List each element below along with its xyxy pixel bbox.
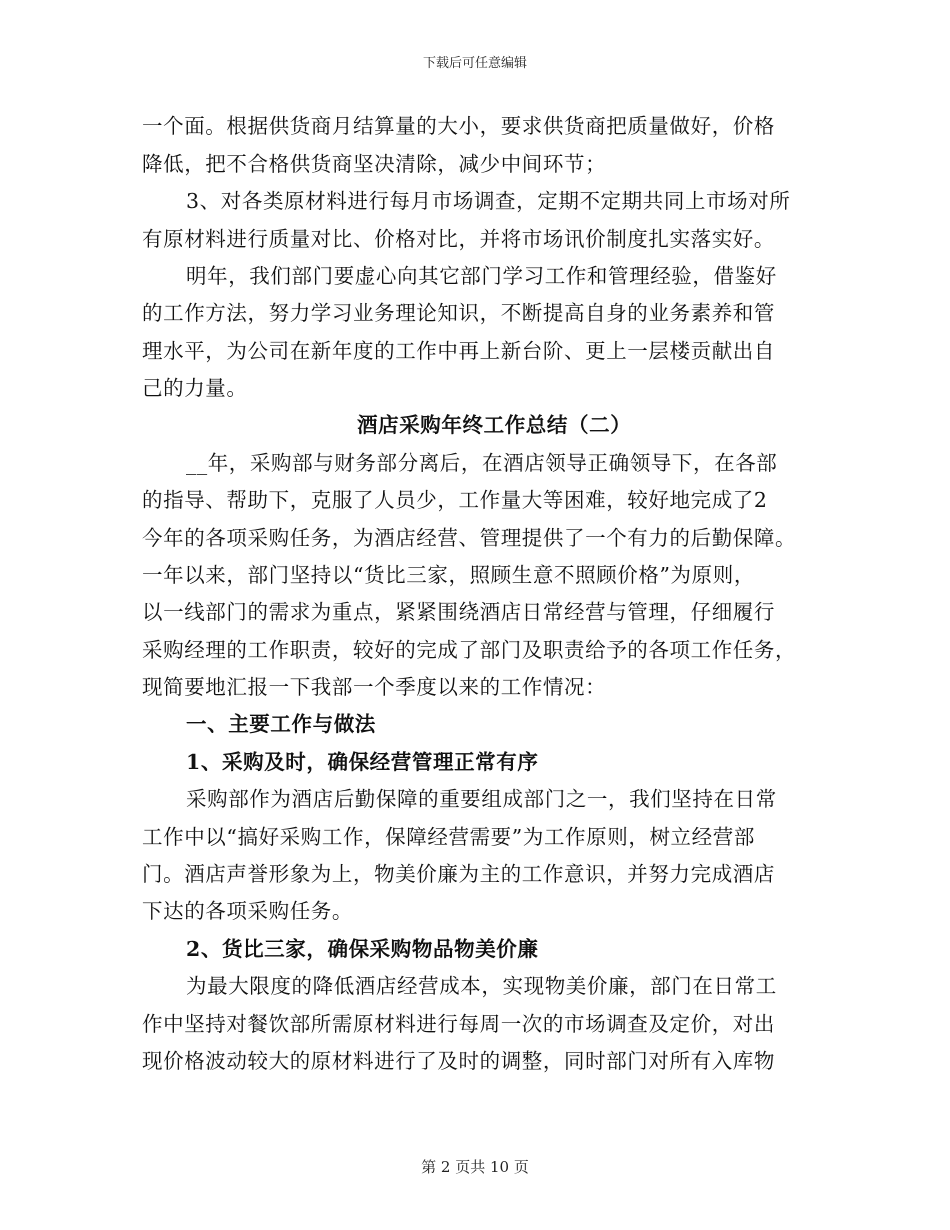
text-line: 一个面。根据供货商月结算量的大小，要求供货商把质量做好，价格 (142, 114, 775, 138)
text-line: 现简要地汇报一下我部一个季度以来的工作情况： (142, 675, 607, 699)
heading-1: 一、主要工作与做法 (186, 712, 376, 736)
text-line: 有原材料进行质量对比、价格对比，并将市场讯价制度扎实落实好。 (142, 227, 775, 251)
text-line: 工作中以“搞好采购工作，保障经营需要”为工作原则，树立经营部 (142, 825, 755, 849)
text-line: 降低，把不合格供货商坚决清除，减少中间环节； (142, 152, 607, 176)
text-line: 今年的各项采购任务，为酒店经营、管理提供了一个有力的后勤保障。 (142, 526, 797, 550)
text-line: 明年，我们部门要虚心向其它部门学习工作和管理经验，借鉴好 (186, 264, 777, 288)
text-line: __年，采购部与财务部分离后，在酒店领导正确领导下，在各部 (186, 451, 778, 475)
text-line: 己的力量。 (142, 376, 248, 400)
text-line: 为最大限度的降低酒店经营成本，实现物美价廉，部门在日常工 (186, 974, 777, 998)
text-line: 采购经理的工作职责，较好的完成了部门及职责给予的各项工作任务， (142, 638, 797, 662)
text-line: 的工作方法，努力学习业务理论知识，不断提高自身的业务素养和管 (142, 301, 775, 325)
page-header: 下载后可任意编辑 (422, 56, 527, 71)
text-line: 现价格波动较大的原材料进行了及时的调整，同时部门对所有入库物 (142, 1049, 775, 1073)
text-line: 以一线部门的需求为重点，紧紧围绕酒店日常经营与管理，仔细履行 (142, 600, 775, 624)
page-footer: 第 2 页共 10 页 (421, 1158, 529, 1176)
text-line: 的指导、帮助下，克服了人员少，工作量大等困难，较好地完成了2 (142, 488, 768, 512)
text-line: 3、对各类原材料进行每月市场调查，定期不定期共同上市场对所 (186, 189, 791, 213)
text-line: 下达的各项采购任务。 (142, 899, 353, 923)
heading-2: 2、货比三家，确保采购物品物美价廉 (186, 937, 539, 961)
text-line: 一年以来，部门坚持以“货比三家，照顾生意不照顾价格”为原则， (142, 563, 755, 587)
section-title: 酒店采购年终工作总结（二） (357, 413, 632, 437)
text-line: 理水平，为公司在新年度的工作中再上新台阶、更上一层楼贡献出自 (142, 339, 775, 363)
heading-2: 1、采购及时，确保经营管理正常有序 (186, 750, 539, 774)
text-line: 作中坚持对餐饮部所需原材料进行每周一次的市场调查及定价，对出 (142, 1012, 775, 1036)
text-line: 采购部作为酒店后勤保障的重要组成部门之一，我们坚持在日常 (186, 787, 777, 811)
text-line: 门。酒店声誉形象为上，物美价廉为主的工作意识，并努力完成酒店 (142, 862, 775, 886)
